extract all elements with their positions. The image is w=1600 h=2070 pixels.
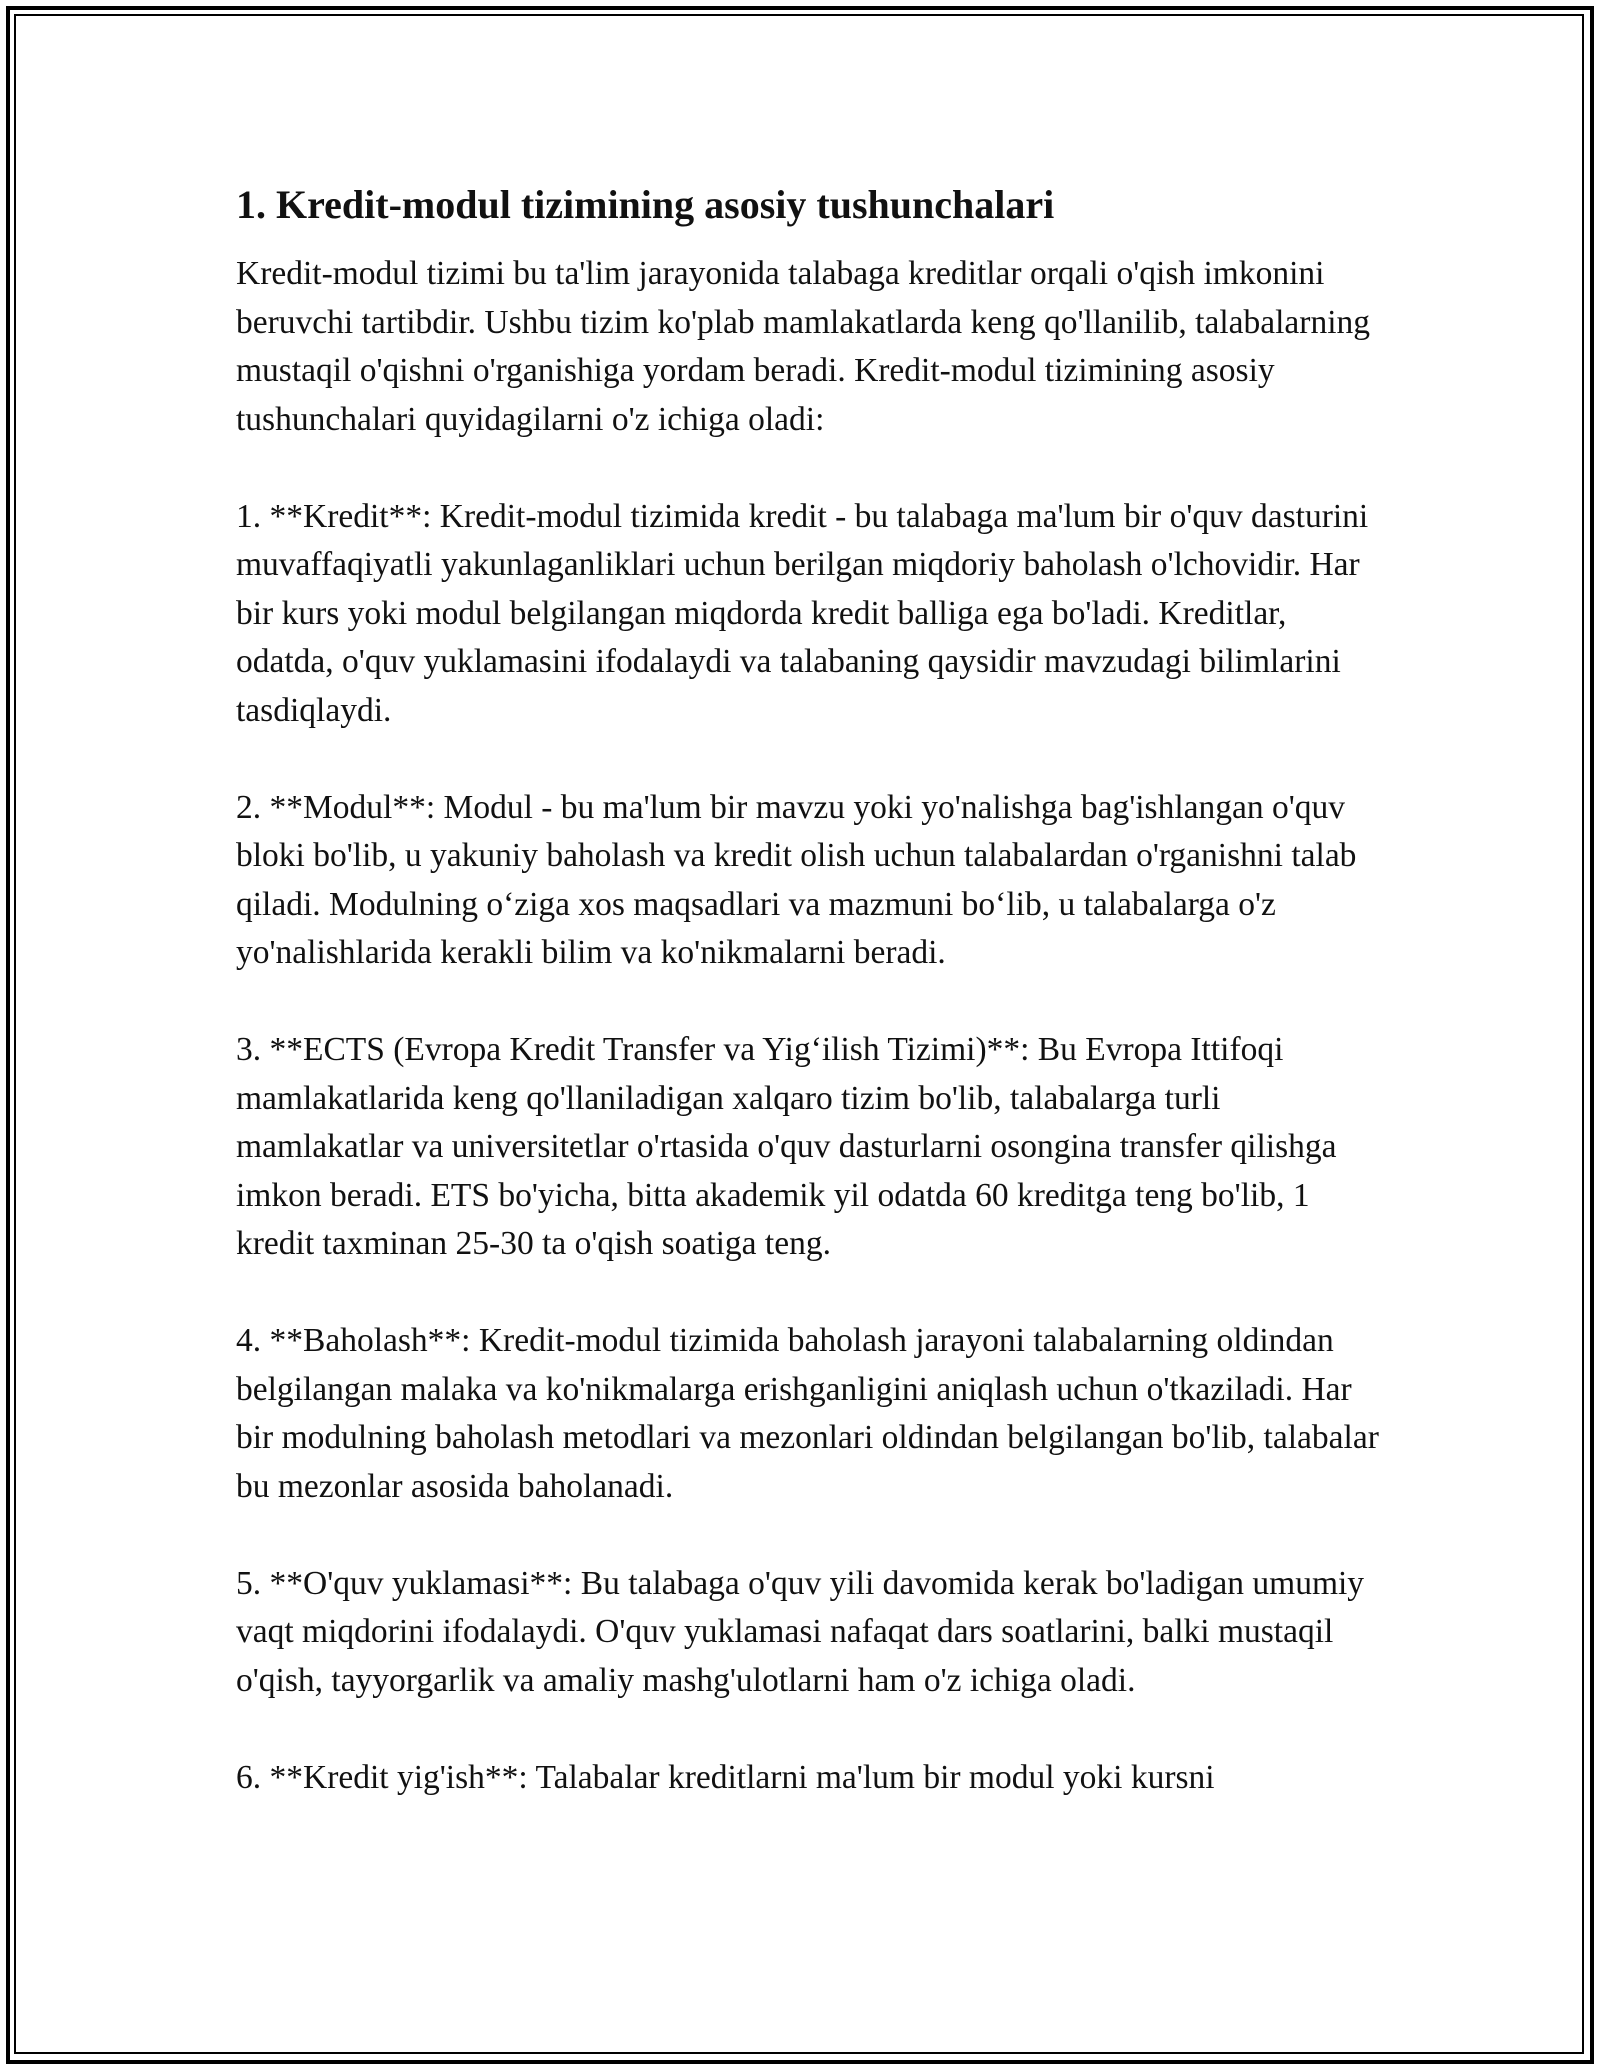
list-item-kredit-yigish: 6. **Kredit yig'ish**: Talabalar kreditlarni ma'lum bir modul yoki kursni (236, 1758, 1215, 1796)
document-body (236, 180, 1386, 1851)
list-item-ects: 3. **ECTS (Evropa Kredit Transfer va Yig‘ilish Tizimi)**: Bu Evropa Ittifoqi mamlakatlarida keng qo'llaniladigan xalqaro tizim bo'lib, talabalarga turli mamlakatlar va universitetlar o'rtasida o'quv dasturlarni osongina transfer qilishga imkon beradi. ETS bo'yicha, bitta akademik yil odatda 60 kreditga teng bo'lib, 1 kredit taxminan 25-30 ta o'qish soatiga teng. (236, 1031, 1337, 1262)
intro-paragraph: Kredit-modul tizimi bu ta'lim jarayonida talabaga kreditlar orqali o'qish imkonini beruvchi tartibdir. Ushbu tizim ko'plab mamlakatlarda keng qo'llanilib, talabalarning mustaqil o'qishni o'rganishiga yordam beradi. Kredit-modul tizimining asosiy tushunchalari quyidagilarni o'z ichiga oladi: (236, 255, 1371, 438)
list-item-modul: 2. **Modul**: Modul - bu ma'lum bir mavzu yoki yo'nalishga bag'ishlangan o'quv bloki bo'lib, u yakuniy baholash va kredit olish uchun talabalardan o'rganishni talab qiladi. Modulning o‘ziga xos maqsadlari va mazmuni bo‘lib, u talabalarga o'z yo'nalishlarida kerakli bilim va ko'nikmalarni beradi. (236, 788, 1357, 971)
list-item-oquv-yuklamasi: 5. **O'quv yuklamasi**: Bu talabaga o'quv yili davomida kerak bo'ladigan umumiy vaqt miqdorini ifodalaydi. O'quv yuklamasi nafaqat dars soatlarini, balki mustaqil o'qish, tayyorgarlik va amaliy mashg'ulotlarni ham o'z ichiga oladi. (236, 1564, 1365, 1699)
list-item-kredit: 1. **Kredit**: Kredit-modul tizimida kredit - bu talabaga ma'lum bir o'quv dasturini muvaffaqiyatli yakunlaganliklari uchun berilgan miqdoriy baholash o'lchovidir. Har bir kurs yoki modul belgilangan miqdorda kredit balliga ega bo'ladi. Kreditlar, odatda, o'quv yuklamasini ifodalaydi va talabaning qaysidir mavzudagi bilimlarini tasdiqlaydi. (236, 497, 1369, 729)
list-item-baholash: 4. **Baholash**: Kredit-modul tizimida baholash jarayoni talabalarning oldindan belgilangan malaka va ko'nikmalarga erishganligini aniqlash uchun o'tkaziladi. Har bir modulning baholash metodlari va mezonlari oldindan belgilangan bo'lib, talabalar bu mezonlar asosida baholanadi. (236, 1322, 1379, 1505)
page-title: 1. Kredit-modul tizimining asosiy tushunchalari (236, 182, 1055, 227)
